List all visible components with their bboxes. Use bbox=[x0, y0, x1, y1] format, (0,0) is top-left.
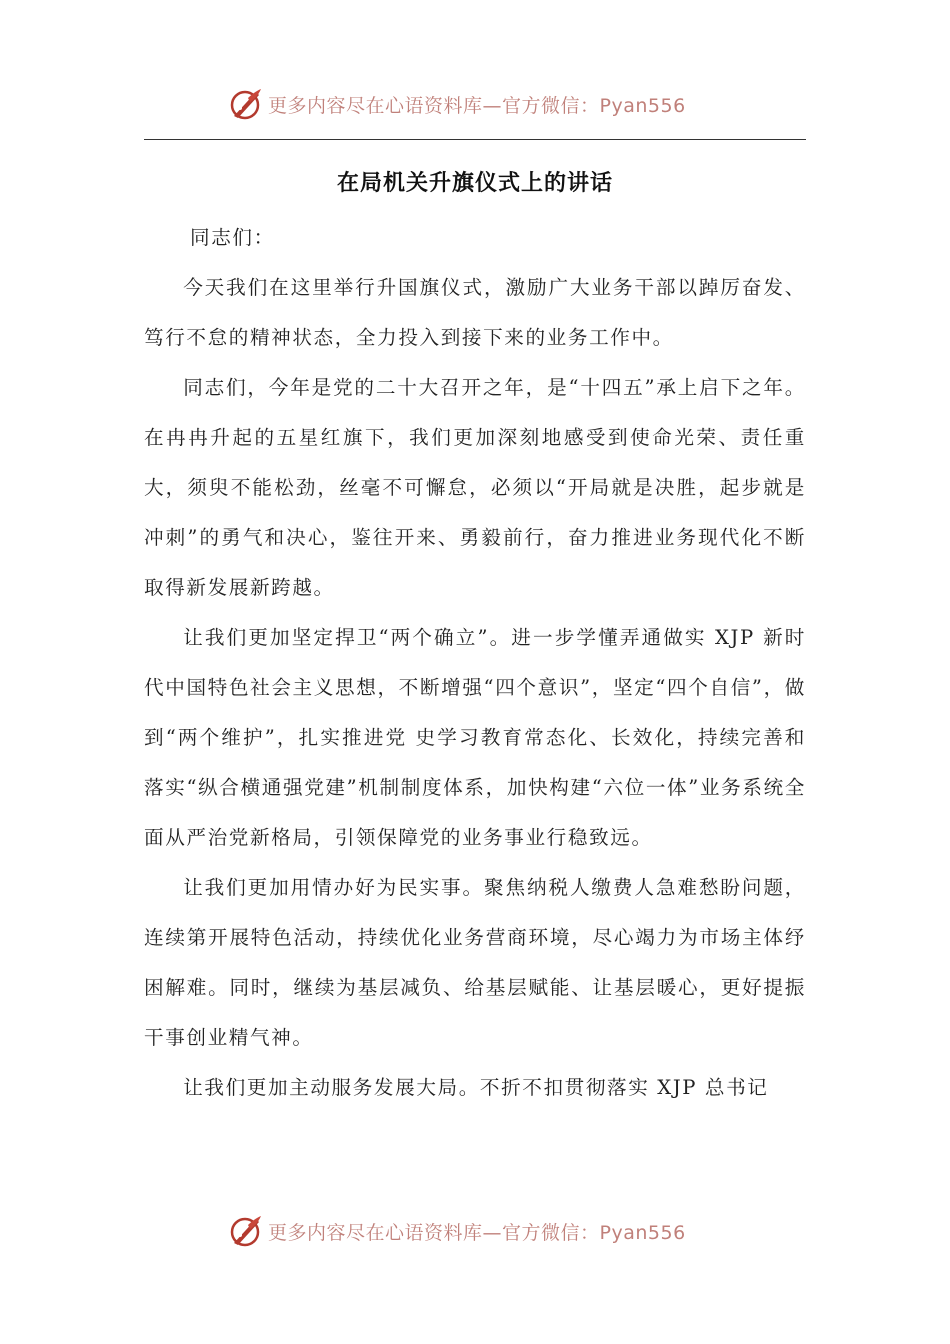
paragraph-4: 让我们更加用情办好为民实事。聚焦纳税人缴费人急难愁盼问题，连续第开展特色活动，持续优化业务营商环境，尽心竭力为市场主体纾困解难。同时，继续为基层减负、给基层赋能、让基层暖心，更好提振干事创业精气神。 bbox=[144, 876, 806, 1049]
footer-banner-text: 更多内容尽在心语资料库—官方微信：Pyan556 bbox=[268, 1221, 686, 1244]
header-divider bbox=[144, 139, 806, 140]
header-banner bbox=[0, 84, 950, 124]
salutation: 同志们： bbox=[190, 226, 275, 249]
page-title: 在局机关升旗仪式上的讲话 bbox=[336, 171, 613, 196]
header-banner-text: 更多内容尽在心语资料库—官方微信：Pyan556 bbox=[268, 94, 686, 117]
quill-logo-icon bbox=[228, 1213, 264, 1249]
paragraph-1: 今天我们在这里举行升国旗仪式，激励广大业务干部以踔厉奋发、笃行不怠的精神状态，全力投入到接下来的业务工作中。 bbox=[144, 276, 806, 349]
paragraph-2: 同志们，今年是党的二十大召开之年，是“十四五”承上启下之年。在冉冉升起的五星红旗下，我们更加深刻地感受到使命光荣、责任重大，须臾不能松劲，丝毫不可懈怠，必须以“开局就是决胜，起步就是冲刺”的勇气和决心，鉴往开来、勇毅前行，奋力推进业务现代化不断取得新发展新跨越。 bbox=[144, 376, 806, 599]
document-body bbox=[144, 213, 806, 1113]
footer-banner bbox=[0, 1211, 950, 1251]
quill-logo-icon bbox=[228, 86, 264, 122]
paragraph-3: 让我们更加坚定捍卫“两个确立”。进一步学懂弄通做实 XJP 新时代中国特色社会主义思想，不断增强“四个意识”，坚定“四个自信”，做到“两个维护”，扎实推进党 史学习教育常态化、长效化，持续完善和落实“纵合横通强党建”机制制度体系，加快构建“六位一体”业务系统全面从严治党新格局，引领保障党的业务事业行稳致远。 bbox=[144, 626, 806, 849]
paragraph-5: 让我们更加主动服务发展大局。不折不扣贯彻落实 XJP 总书记 bbox=[183, 1076, 769, 1099]
